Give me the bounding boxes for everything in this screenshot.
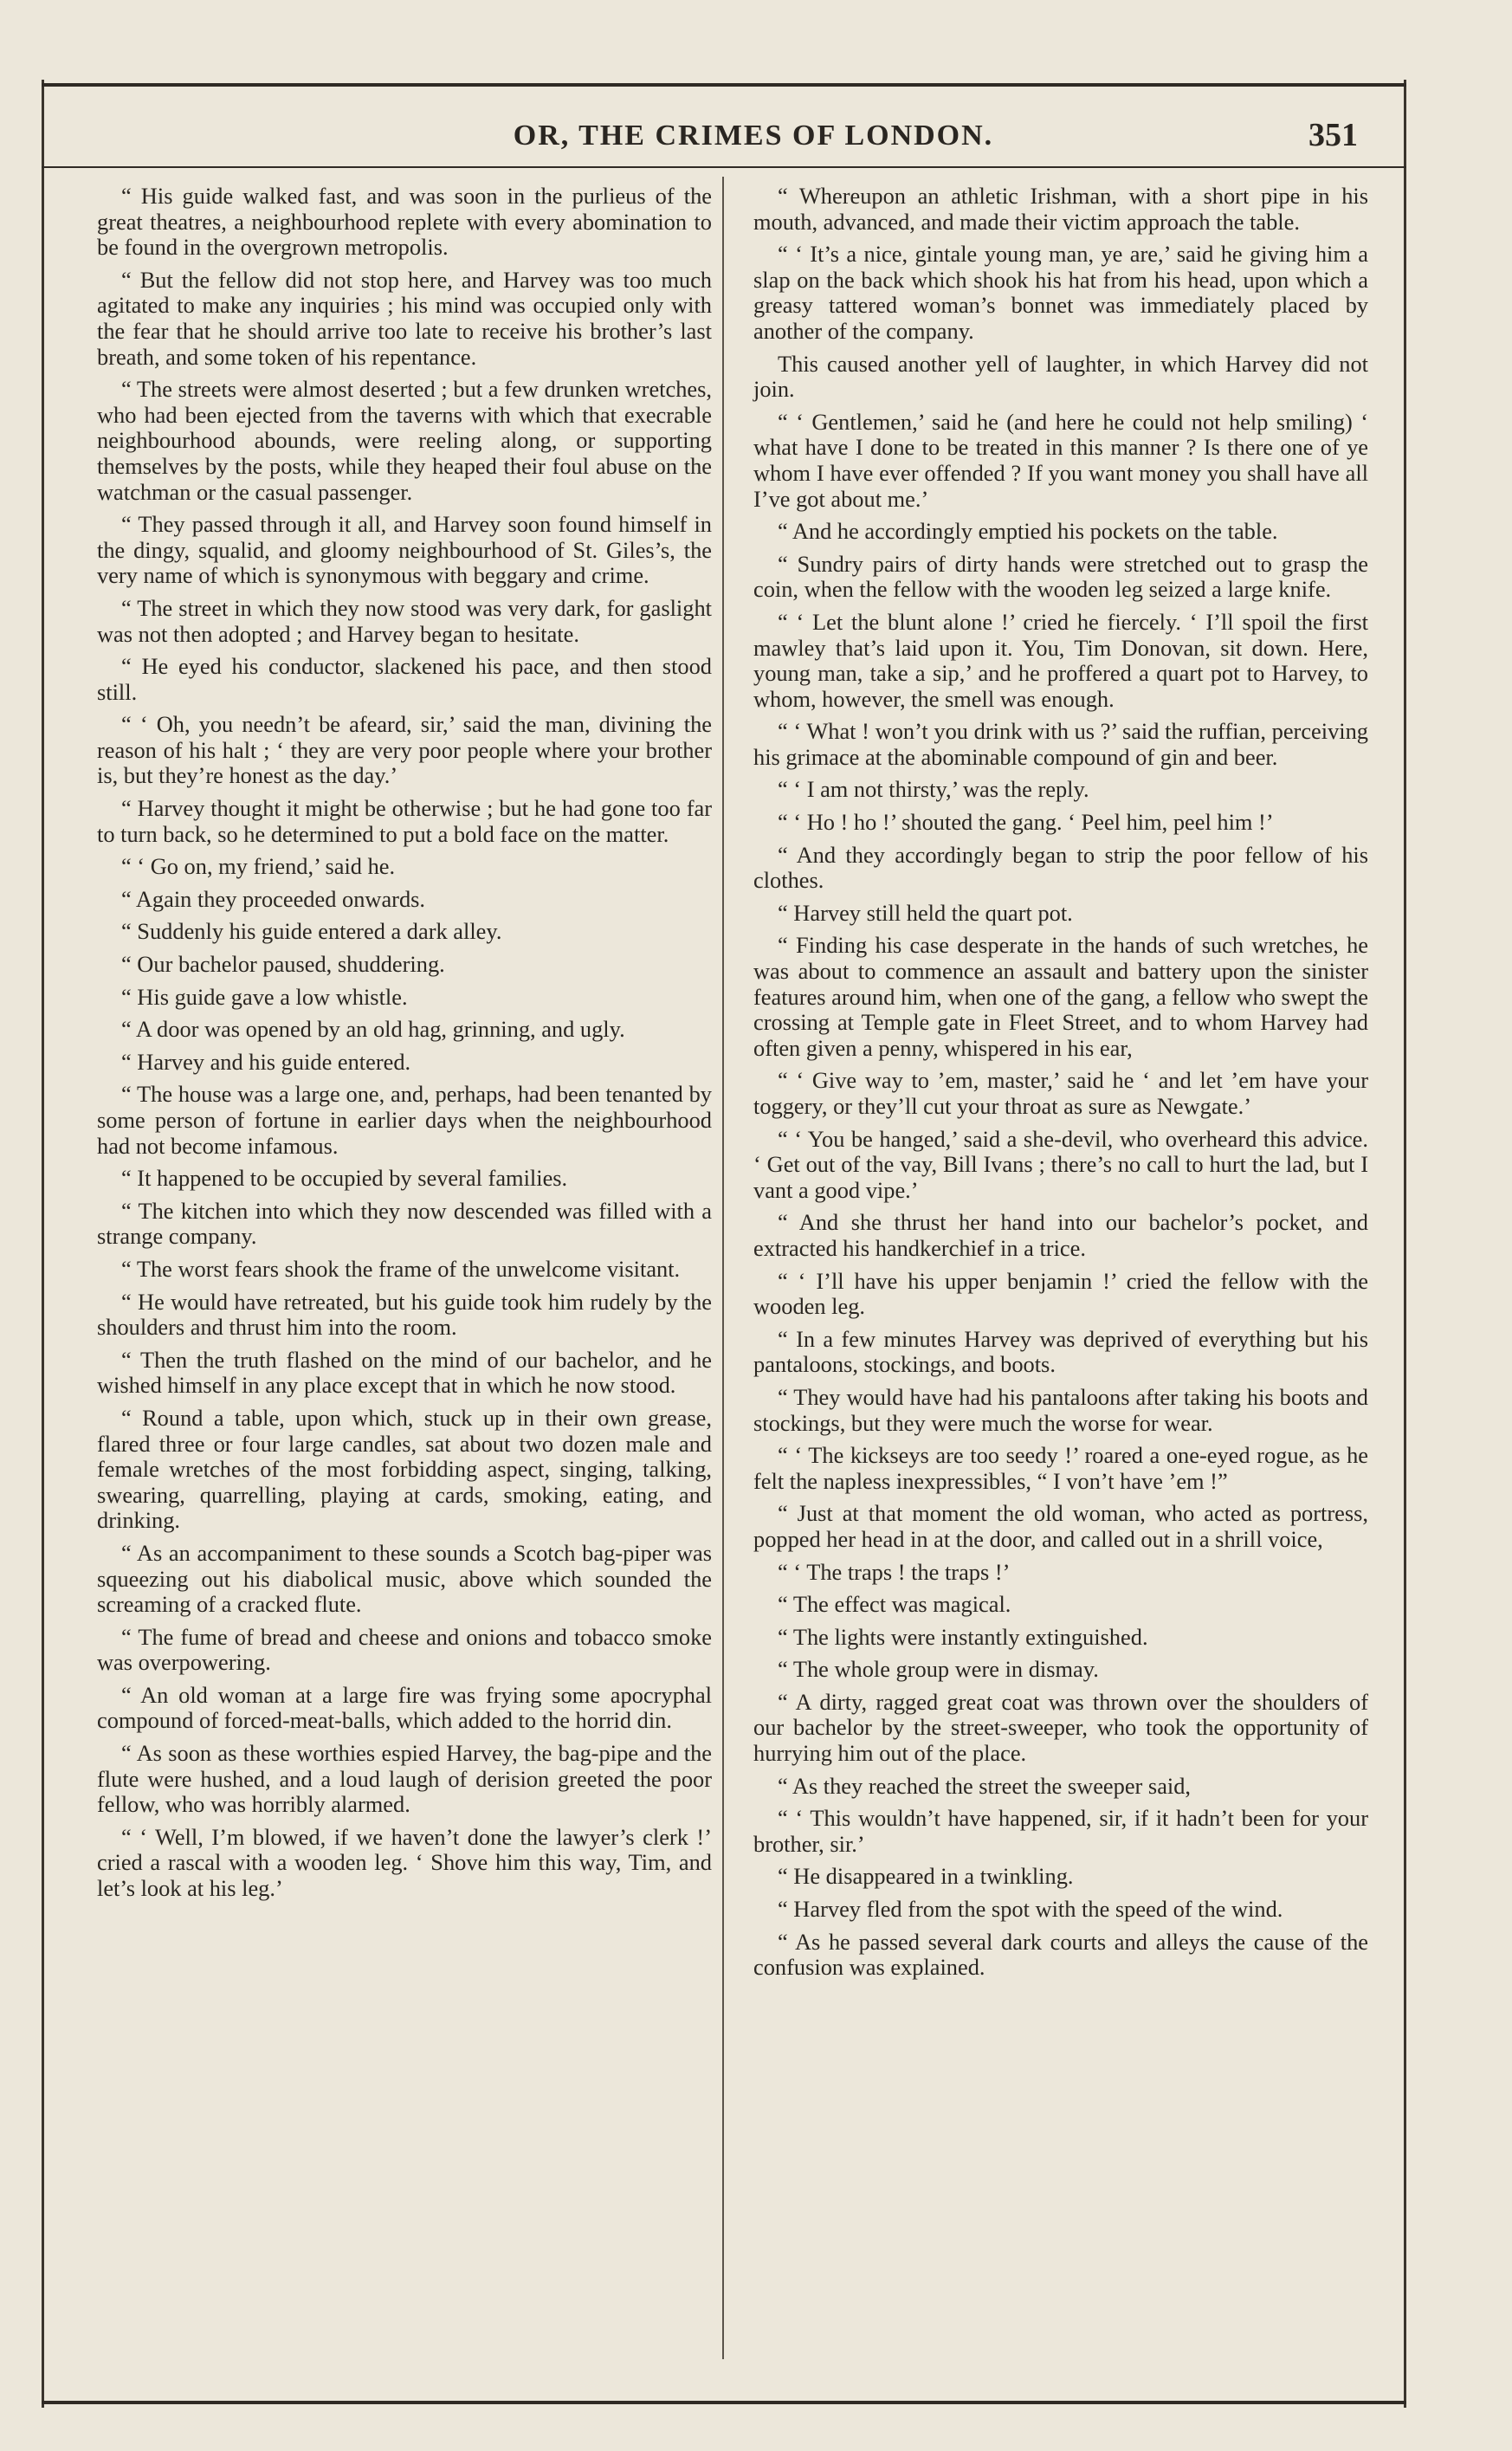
paragraph: “ Round a table, upon which, stuck up in their own grease, flared three or four large candles, sat about two dozen male and female wretches of the most forbidding aspect, singing, talking, swearing, quarrelling, playing at cards, smoking, eating, and drinking. <box>97 1404 712 1534</box>
paragraph: “ Finding his case desperate in the hands of such wretches, he was about to commence an assault and battery upon the sinister features around him, when one of the gang, a fellow who swept the crossing at Temple gate in Fleet Street, and to whom Harvey had often given a penny, whispered in his ear, <box>753 932 1368 1061</box>
paragraph: “ The street in which they now stood was very dark, for gaslight was not then adopted ; and Harvey began to hesitate. <box>97 594 712 647</box>
paragraph: “ As they reached the street the sweeper said, <box>778 1772 1192 1799</box>
paragraph: “ Harvey still held the quart pot. <box>778 899 1073 926</box>
paragraph: “ ‘ I am not thirsty,’ was the reply. <box>778 776 1089 803</box>
paragraph: “ ‘ I’ll have his upper benjamin !’ cried the fellow with the wooden leg. <box>753 1267 1368 1320</box>
paragraph: “ The house was a large one, and, perhaps, had been tenanted by some person of fortune in earlier days when the neighbourhood had not become infamous. <box>97 1081 712 1159</box>
paragraph: “ His guide walked fast, and was soon in the purlieus of the great theatres, a neighbourhood replete with every abomination to be found in the overgrown metropolis. <box>97 183 712 261</box>
right-column <box>753 184 1368 1988</box>
paragraph: “ An old woman at a large fire was frying some apocryphal compound of forced-meat-balls, which added to the horrid din. <box>97 1681 712 1734</box>
paragraph: “ His guide gave a low whistle. <box>121 983 408 1010</box>
paragraph: “ He would have retreated, but his guide took him rudely by the shoulders and thrust him into the room. <box>97 1288 712 1341</box>
header-rule <box>42 166 1406 168</box>
paragraph: “ A dirty, ragged great coat was thrown over the shoulders of our bachelor by the street-sweeper, who took the opportunity of hurrying him out of the place. <box>753 1688 1368 1767</box>
paragraph: “ As soon as these worthies espied Harvey, the bag-pipe and the flute were hushed, and a loud laugh of derision greeted the poor fellow, who was horribly alarmed. <box>97 1740 712 1818</box>
paragraph: “ ‘ Oh, you needn’t be afeard, sir,’ said the man, divining the reason of his halt ; ‘ they are very poor people where your brother is, but they’re honest as the day.’ <box>97 711 712 789</box>
paragraph: “ Harvey thought it might be otherwise ; but he had gone too far to turn back, so he determined to put a bold face on the matter. <box>97 795 712 847</box>
paragraph: “ ‘ You be hanged,’ said a she-devil, who overheard this advice. ‘ Get out of the vay, Bill Ivans ; there’s no call to hurt the lad, but I vant a good vipe.’ <box>753 1125 1368 1203</box>
paragraph: “ Harvey fled from the spot with the speed of the wind. <box>778 1896 1283 1923</box>
paragraph: This caused another yell of laughter, in which Harvey did not join. <box>753 350 1368 403</box>
paragraph: “ ‘ Gentlemen,’ said he (and here he could not help smiling) ‘ what have I done to be treated in this manner ? Is there one of ye whom I have ever offended ? If you want money you shall have all I’ve got about me.’ <box>753 408 1368 512</box>
paragraph: “ Our bachelor paused, shuddering. <box>121 951 445 978</box>
running-title: OR, THE CRIMES OF LONDON. <box>513 120 994 152</box>
paragraph: “ As an accompaniment to these sounds a Scotch bag-piper was squeezing out his diabolical music, above which sounded the screaming of a cracked flute. <box>97 1539 712 1618</box>
paragraph: “ They passed through it all, and Harvey soon found himself in the dingy, squalid, and gloomy neighbourhood of St. Giles’s, the very name of which is synonymous with beggary and crime. <box>97 511 712 589</box>
paragraph: “ ‘ The kickseys are too seedy !’ roared a one-eyed rogue, as he felt the napless inexpressibles, “ I von’t have ’em !” <box>753 1442 1368 1494</box>
page-number: 351 <box>1308 117 1358 153</box>
paragraph: “ And he accordingly emptied his pockets on the table. <box>778 518 1278 545</box>
paragraph: “ But the fellow did not stop here, and Harvey was too much agitated to make any inquiries ; his mind was occupied only with the fear that he should arrive too late to receive his brother’s last breath, and some token of his repentance. <box>97 266 712 370</box>
paragraph: “ ‘ Give way to ’em, master,’ said he ‘ and let ’em have your toggery, or they’ll cut your throat as sure as Newgate.’ <box>753 1067 1368 1119</box>
paragraph: “ The kitchen into which they now descended was filled with a strange company. <box>97 1197 712 1250</box>
paragraph: “ ‘ Let the blunt alone !’ cried he fiercely. ‘ I’ll spoil the first mawley that’s laid upon it. You, Tim Donovan, sit down. Here, young man, take a sip,’ and he proffered a quart pot to Harvey, to whom, however, the smell was enough. <box>753 608 1368 712</box>
paragraph: “ Sundry pairs of dirty hands were stretched out to grasp the coin, when the fellow with the wooden leg seized a large knife. <box>753 550 1368 603</box>
paragraph: “ Suddenly his guide entered a dark alley. <box>121 918 502 945</box>
running-head <box>121 117 1368 163</box>
paragraph: “ ‘ This wouldn’t have happened, sir, if it hadn’t been for your brother, sir.’ <box>753 1805 1368 1857</box>
paragraph: “ The effect was magical. <box>778 1591 1011 1618</box>
paragraph: “ He eyed his conductor, slackened his pace, and then stood still. <box>97 653 712 705</box>
paragraph: “ ‘ Well, I’m blowed, if we haven’t done the lawyer’s clerk !’ cried a rascal with a wooden leg. ‘ Shove him this way, Tim, and let’s look at his leg.’ <box>97 1823 712 1902</box>
paragraph: “ Whereupon an athletic Irishman, with a short pipe in his mouth, advanced, and made their victim approach the table. <box>753 183 1368 235</box>
paragraph: “ ‘ Go on, my friend,’ said he. <box>121 853 396 880</box>
paragraph: “ He disappeared in a twinkling. <box>778 1863 1074 1890</box>
paragraph: “ Then the truth flashed on the mind of our bachelor, and he wished himself in any place except that in which he now stood. <box>97 1346 712 1399</box>
paragraph: “ ‘ What ! won’t you drink with us ?’ said the ruffian, perceiving his grimace at the abominable compound of gin and beer. <box>753 718 1368 770</box>
paragraph: “ The whole group were in dismay. <box>778 1656 1099 1683</box>
paragraph: “ The streets were almost deserted ; but a few drunken wretches, who had been ejected from the taverns with which that execrable neighbourhood abounds, were reeling along, or supporting themselves by the posts, while they heaped their foul abuse on the watchman or the casual passenger. <box>97 376 712 505</box>
paragraph: “ A door was opened by an old hag, grinning, and ugly. <box>121 1016 625 1043</box>
paragraph: “ ‘ The traps ! the traps !’ <box>778 1558 1011 1585</box>
paragraph: “ They would have had his pantaloons after taking his boots and stockings, but they were much the worse for wear. <box>753 1383 1368 1436</box>
paragraph: “ The lights were instantly extinguished. <box>778 1623 1148 1650</box>
paragraph: “ And they accordingly began to strip the poor fellow of his clothes. <box>753 841 1368 894</box>
top-rule <box>42 83 1406 87</box>
paragraph: “ Harvey and his guide entered. <box>121 1048 411 1075</box>
paragraph: “ It happened to be occupied by several families. <box>121 1165 568 1192</box>
paragraph: “ The fume of bread and cheese and onions and tobacco smoke was overpowering. <box>97 1623 712 1676</box>
column-divider <box>722 177 724 2359</box>
paragraph: “ And she thrust her hand into our bachelor’s pocket, and extracted his handkerchief in a trice. <box>753 1209 1368 1261</box>
paragraph: “ As he passed several dark courts and alleys the cause of the confusion was explained. <box>753 1928 1368 1981</box>
left-column <box>97 184 712 1909</box>
paragraph: “ Again they proceeded onwards. <box>121 885 426 912</box>
paragraph: “ ‘ Ho ! ho !’ shouted the gang. ‘ Peel him, peel him !’ <box>778 809 1274 836</box>
paragraph: “ The worst fears shook the frame of the unwelcome visitant. <box>121 1255 681 1282</box>
bottom-rule <box>42 2401 1406 2404</box>
paragraph: “ Just at that moment the old woman, who acted as portress, popped her head in at the door, and called out in a shrill voice, <box>753 1500 1368 1552</box>
paragraph: “ In a few minutes Harvey was deprived of everything but his pantaloons, stockings, and boots. <box>753 1325 1368 1378</box>
paragraph: “ ‘ It’s a nice, gintale young man, ye are,’ said he giving him a slap on the back which shook his hat from his head, upon which a greasy tattered woman’s bonnet was immediately placed by another of the company. <box>753 241 1368 344</box>
